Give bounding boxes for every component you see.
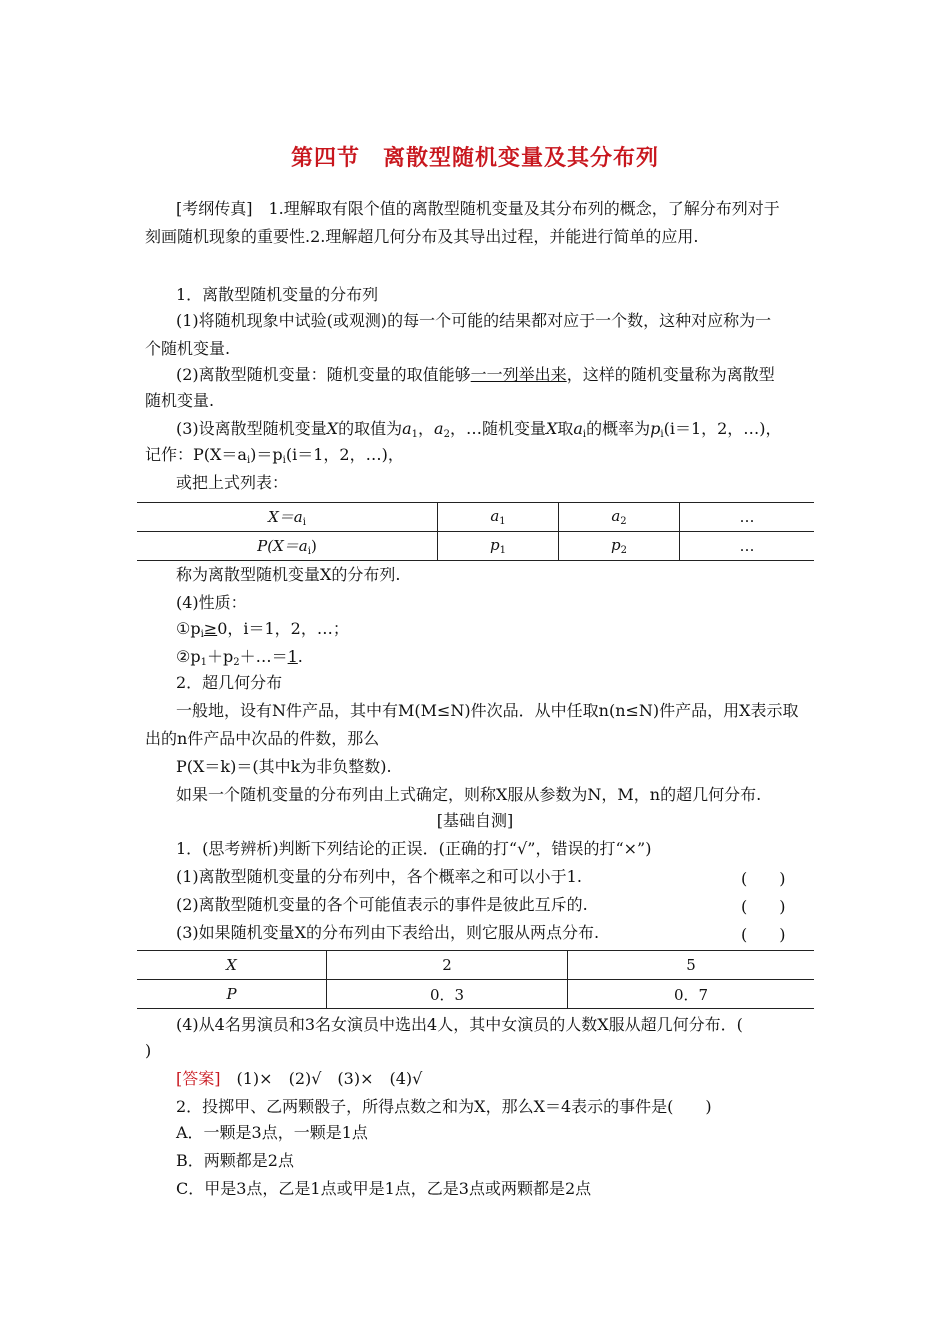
cell-close: ) [310, 537, 317, 555]
p3-x1: X [326, 419, 339, 438]
table-cell [137, 951, 327, 980]
table-cell: 5 [568, 951, 815, 980]
p3b-mid: )＝p [250, 445, 283, 464]
table-row [137, 951, 814, 980]
p3-tail: (i＝1，2，…)， [663, 419, 782, 438]
prop1-sub: i [200, 629, 204, 640]
sec1-p2a-pre: (2)离散型随机变量：随机变量的取值能够 [176, 365, 471, 384]
table-cell: 2 [327, 951, 568, 980]
prop2-sub2: 2 [233, 657, 240, 668]
table-row [137, 503, 814, 532]
cell-text: a [611, 507, 621, 525]
sec1-p3c: 或把上式列表： [176, 473, 289, 492]
table-cell: … [680, 503, 815, 532]
p3-a1-sub: 1 [411, 429, 418, 440]
p3-a1: a [402, 419, 412, 438]
sec1-heading: 1．离散型随机变量的分布列 [176, 285, 379, 304]
cell-text: p [611, 536, 621, 554]
cell-text: X [226, 956, 237, 974]
q1-item-1: (1)离散型随机变量的分布列中，各个概率之和可以小于1. [176, 867, 582, 886]
cell-sub: i [307, 546, 311, 557]
table-cell: 0．3 [327, 980, 568, 1009]
q1-item-2: (2)离散型随机变量的各个可能值表示的事件是彼此互斥的. [176, 895, 588, 914]
sec2-heading: 2．超几何分布 [176, 673, 283, 692]
kaogang-line-1 [176, 198, 780, 220]
prop2-mid2: ＋…＝ [239, 647, 288, 666]
table-row [137, 532, 814, 561]
q1-item-4b: ) [145, 1041, 152, 1060]
cell-text: X＝a [268, 508, 303, 526]
sec1-p1b: 个随机变量. [145, 339, 231, 358]
q2-option-a: A．一颗是3点，一颗是1点 [176, 1123, 368, 1142]
sec2-l2: 出的n件产品中次品的件数，那么 [145, 729, 380, 748]
sec2-l4: 如果一个随机变量的分布列由上式确定，则称X服从参数为N，M，n的超几何分布. [176, 785, 762, 804]
sec1-p3b [145, 444, 404, 472]
p3-pre: (3)设离散型随机变量 [176, 419, 327, 438]
table-row [137, 980, 814, 1009]
q2-option-b: B．两颗都是2点 [176, 1151, 294, 1170]
table-cell [438, 503, 559, 532]
table-cell [137, 980, 327, 1009]
prop1-tail: 0，i＝1，2，…； [217, 619, 349, 638]
p3-mid4: 的概率为 [586, 419, 651, 438]
p3-a2-sub: 2 [443, 429, 450, 440]
sec1-p2a-underline: 一一列举出来 [470, 365, 567, 384]
answer-blank: ( ) [741, 897, 786, 916]
table-cell [137, 503, 438, 532]
table-cell: … [680, 532, 815, 561]
prop2-mid: ＋p [206, 647, 234, 666]
kaogang-label: [考纲传真] [176, 199, 253, 218]
q1: 1．(思考辨析)判断下列结论的正误．(正确的打“√”，错误的打“×”) [176, 839, 652, 858]
cell-text: P(X＝a [257, 537, 308, 555]
sec1-p1a: (1)将随机现象中试验(或观测)的每一个可能的结果都对应于一个数，这种对应称为一 [176, 311, 772, 330]
cell-sub: i [302, 517, 306, 528]
q2: 2．投掷甲、乙两颗骰子，所得点数之和为X，那么X＝4表示的事件是( ) [176, 1097, 712, 1116]
table-cell: 0．7 [568, 980, 815, 1009]
sec2-l1: 一般地，设有N件产品，其中有M(M≤N)件次品．从中任取n(n≤N)件产品，用X表示取 [176, 701, 799, 720]
p3-pi-sub: i [660, 429, 664, 440]
q1-item-4a: (4)从4名男演员和3名女演员中选出4人，其中女演员的人数X服从超几何分布．( [176, 1015, 743, 1034]
table-cell [559, 503, 680, 532]
q1-item-3: (3)如果随机变量X的分布列由下表给出，则它服从两点分布. [176, 923, 600, 942]
prop2-pre: ②p [176, 647, 201, 666]
sec2-l3: P(X＝k)＝(其中k为非负整数). [176, 757, 392, 776]
answer-label: [答案] [176, 1069, 221, 1088]
kaogang-line-2: 刻画随机现象的重要性.2.理解超几何分布及其导出过程，并能进行简单的应用. [145, 227, 699, 246]
p3-comma: ， [418, 419, 435, 438]
cell-text: P [226, 985, 237, 1003]
p3b-sub1: i [246, 455, 251, 466]
table-cell [559, 532, 680, 561]
selftest-heading: [基础自测] [436, 811, 514, 830]
sec1-p2a-post: ，这样的随机变量称为离散型 [566, 365, 775, 384]
two-point-table [137, 950, 814, 1009]
p3b-tail: (i＝1，2，…)， [285, 445, 404, 464]
sec1-p2a [176, 364, 775, 386]
table-cell [438, 532, 559, 561]
p3-mid1: 的取值为 [338, 419, 403, 438]
sec1-after-table: 称为离散型随机变量X的分布列. [176, 565, 401, 584]
prop1-pre: ①p [176, 619, 201, 638]
p3-mid2: ，…随机变量 [449, 419, 546, 438]
cell-sub: 1 [499, 516, 506, 527]
p3-ai-sub: i [582, 429, 587, 440]
p3-a2: a [434, 419, 444, 438]
q2-option-c: C．甲是3点，乙是1点或甲是1点，乙是3点或两颗都是2点 [176, 1179, 592, 1198]
cell-sub: 1 [499, 545, 506, 556]
p3b-sub2: i [282, 455, 286, 466]
prop2-end: . [297, 647, 303, 666]
answer-text: (1)× (2)√ (3)× (4)√ [220, 1069, 423, 1088]
sec1-prop1 [176, 618, 349, 646]
sec1-p2b: 随机变量. [145, 391, 215, 410]
distribution-table [137, 502, 814, 561]
p3-mid3: 取 [557, 419, 574, 438]
cell-sub: 2 [620, 545, 627, 556]
prop1-ge: ≥ [203, 619, 218, 638]
prop2-val: 1 [287, 647, 298, 666]
p3-x2: X [545, 419, 558, 438]
table-cell [137, 532, 438, 561]
answer-line [176, 1068, 422, 1090]
sec1-p4: (4)性质： [176, 593, 247, 612]
cell-text: p [490, 536, 500, 554]
cell-sub: 2 [620, 516, 627, 527]
cell-text: a [490, 507, 500, 525]
p3b-pre: 记作：P(X＝a [145, 445, 247, 464]
sec1-prop2 [176, 646, 303, 674]
sec1-p3a [176, 418, 782, 446]
answer-blank: ( ) [741, 869, 786, 888]
p3-pi: p [650, 419, 661, 438]
answer-blank: ( ) [741, 925, 786, 944]
section-title: 第四节 离散型随机变量及其分布列 [290, 146, 659, 171]
prop2-sub1: 1 [200, 657, 207, 668]
kaogang-text-1: 1.理解取有限个值的离散型随机变量及其分布列的概念，了解分布列对于 [252, 199, 780, 218]
p3-ai: a [573, 419, 583, 438]
